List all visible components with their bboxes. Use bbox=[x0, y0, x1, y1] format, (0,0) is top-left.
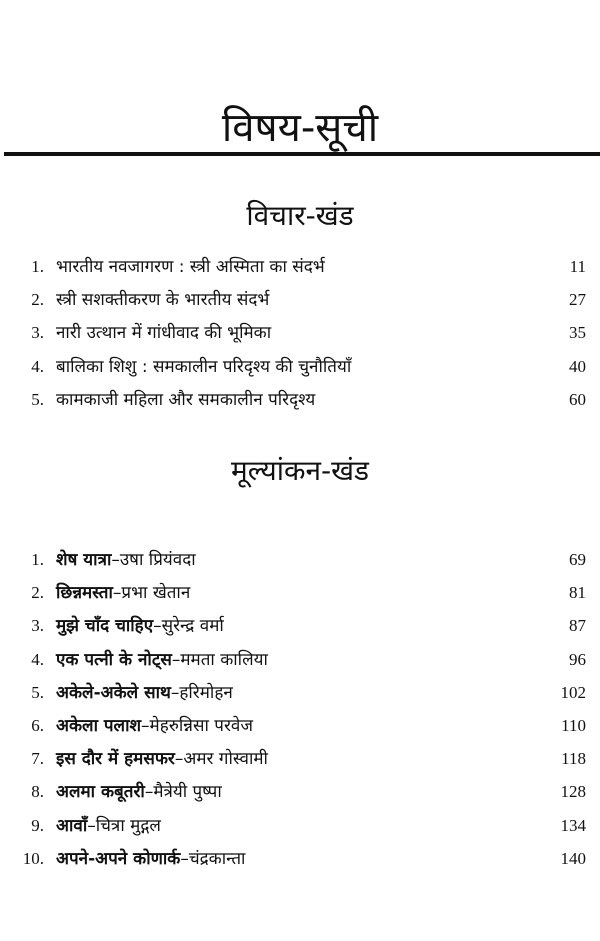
entry-page: 110 bbox=[561, 716, 586, 735]
section-heading-mulyankan: मूल्यांकन-खंड bbox=[230, 454, 370, 487]
entry-author: –सुरेन्द्र वर्मा bbox=[153, 616, 224, 637]
entry-author: –अमर गोस्वामी bbox=[174, 749, 268, 770]
entry-title: छिन्नमस्ता bbox=[56, 583, 113, 604]
entry-number: 5. bbox=[31, 682, 44, 702]
entry-page: 128 bbox=[560, 782, 586, 802]
title-divider bbox=[4, 152, 600, 156]
entry-title: अपने-अपने कोणार्क bbox=[56, 848, 181, 869]
entry-number: 8. bbox=[31, 782, 44, 802]
entry-page: 87 bbox=[569, 616, 586, 636]
entry-number: 3. bbox=[31, 616, 44, 636]
entry-author: –हरिमोहन bbox=[170, 682, 233, 703]
entry-page: 27 bbox=[569, 290, 586, 309]
entry-title: अलमा कबूतरी bbox=[56, 782, 145, 803]
toc-entry[interactable] bbox=[0, 351, 600, 383]
entry-author: –उषा प्रियंवदा bbox=[111, 550, 196, 570]
entry-title: मुझे चाँद चाहिए bbox=[56, 616, 154, 637]
section-heading-vichar: विचार-खंड bbox=[246, 199, 354, 232]
entry-title: अकेला पलाश bbox=[56, 716, 142, 736]
toc-entry[interactable] bbox=[0, 544, 600, 576]
entry-number: 2. bbox=[31, 290, 44, 309]
entry-author: –मैत्रेयी पुष्पा bbox=[144, 782, 222, 803]
entry-author: –प्रभा खेतान bbox=[112, 583, 191, 604]
entry-page: 118 bbox=[561, 749, 586, 769]
entry-author: –चंद्रकान्ता bbox=[180, 848, 246, 869]
toc-entry[interactable] bbox=[0, 284, 600, 316]
entry-page: 40 bbox=[569, 357, 586, 376]
entry-number: 1. bbox=[31, 257, 44, 276]
entry-title: शेष यात्रा bbox=[56, 550, 112, 570]
entry-page: 35 bbox=[569, 323, 586, 342]
entry-title: एक पत्नी के नोट्स bbox=[56, 649, 172, 670]
toc-entry[interactable] bbox=[0, 577, 600, 609]
entry-number: 2. bbox=[31, 583, 44, 603]
entry-title: इस दौर में हमसफर bbox=[56, 749, 175, 770]
entry-page: 140 bbox=[560, 848, 586, 868]
entry-page: 11 bbox=[569, 257, 586, 276]
entry-title: नारी उत्थान में गांधीवाद की भूमिका bbox=[56, 323, 272, 343]
entry-page: 81 bbox=[569, 583, 586, 603]
entry-number: 3. bbox=[31, 323, 44, 342]
entry-title: अकेले-अकेले साथ bbox=[56, 682, 171, 703]
entry-author: –ममता कालिया bbox=[171, 649, 268, 670]
entry-title: स्त्री सशक्तीकरण के भारतीय संदर्भ bbox=[56, 290, 270, 310]
entry-number: 7. bbox=[31, 749, 44, 769]
entry-title: आवाँ bbox=[56, 815, 88, 836]
toc-entry[interactable] bbox=[0, 384, 600, 416]
toc-entry[interactable] bbox=[0, 644, 600, 676]
entry-page: 60 bbox=[569, 390, 586, 409]
toc-entry[interactable] bbox=[0, 743, 600, 775]
toc-entry[interactable] bbox=[0, 810, 600, 842]
entry-number: 9. bbox=[31, 815, 44, 835]
entry-author: –मेहरुन्निसा परवेज bbox=[141, 716, 253, 736]
entry-number: 4. bbox=[31, 649, 44, 669]
entry-author: –चित्रा मुद्गल bbox=[87, 815, 161, 836]
entry-page: 134 bbox=[560, 815, 586, 835]
toc-entry[interactable] bbox=[0, 677, 600, 709]
entry-title: भारतीय नवजागरण : स्त्री अस्मिता का संदर्भ bbox=[56, 257, 325, 277]
toc-entry[interactable] bbox=[0, 610, 600, 642]
entry-page: 96 bbox=[569, 649, 586, 669]
entry-title: बालिका शिशु : समकालीन परिदृश्य की चुनौतियाँ bbox=[56, 357, 352, 377]
page-title: विषय-सूची bbox=[221, 105, 379, 151]
entry-number: 1. bbox=[31, 550, 44, 569]
entry-page: 69 bbox=[569, 550, 586, 569]
toc-entry[interactable] bbox=[0, 710, 600, 742]
toc-entry[interactable] bbox=[0, 251, 600, 283]
toc-entry[interactable] bbox=[0, 776, 600, 808]
toc-entry[interactable] bbox=[0, 317, 600, 349]
entry-title: कामकाजी महिला और समकालीन परिदृश्य bbox=[56, 390, 316, 410]
entry-number: 10. bbox=[22, 848, 44, 868]
entry-page: 102 bbox=[560, 682, 586, 702]
toc-entry[interactable] bbox=[0, 843, 600, 875]
entry-number: 4. bbox=[31, 357, 44, 376]
entry-number: 6. bbox=[31, 716, 44, 735]
entry-number: 5. bbox=[31, 390, 44, 409]
